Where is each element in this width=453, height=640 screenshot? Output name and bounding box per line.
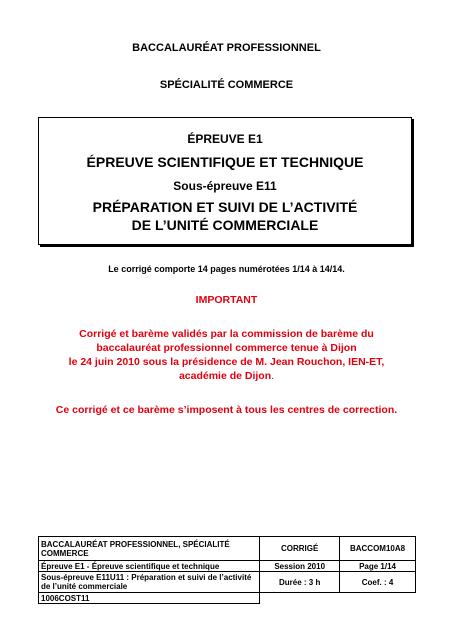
footer-session: Session 2010 bbox=[260, 561, 340, 572]
footer-epreuve: Épreuve E1 - Épreuve scientifique et technique bbox=[39, 561, 260, 572]
footer-table bbox=[38, 536, 416, 604]
footer-diploma: BACCALAURÉAT PROFESSIONNEL, SPÉCIALITÉ COMMERCE bbox=[39, 537, 260, 561]
sous-epreuve-title-line-2: DE L’UNITÉ COMMERCIALE bbox=[131, 217, 319, 233]
pages-note: Le corrigé comporte 14 pages numérotées 1/14 à 14/14. bbox=[108, 264, 345, 274]
header-line-2: SPÉCIALITÉ COMMERCE bbox=[159, 79, 294, 91]
footer-row-2 bbox=[39, 561, 416, 572]
footer-coef: Coef. : 4 bbox=[340, 572, 416, 593]
footer-page: Page 1/14 bbox=[340, 561, 416, 572]
footer-corrige: CORRIGÉ bbox=[260, 537, 340, 561]
imposent-note: Ce corrigé et ce barème s’imposent à tous les centres de correction. bbox=[55, 404, 398, 416]
important-line-2: baccalauréat professionnel commerce tenue à Dijon bbox=[96, 342, 357, 354]
epreuve-label: ÉPREUVE E1 bbox=[187, 132, 263, 146]
epreuve-title: ÉPREUVE SCIENTIFIQUE ET TECHNIQUE bbox=[86, 154, 364, 170]
sous-epreuve-label: Sous-épreuve E11 bbox=[173, 179, 277, 193]
important-line-3: le 24 juin 2010 sous la présidence de M. Jean Rouchon, IEN-ET, bbox=[68, 356, 385, 368]
important-line-1: Corrigé et barème validés par la commission de barème du bbox=[79, 328, 374, 340]
footer-sous-epreuve: Sous-épreuve E11U11 : Préparation et suivi de l’activité de l’unité commerciale bbox=[39, 572, 260, 593]
important-line-4-text: académie de Dijon bbox=[178, 370, 272, 382]
important-line-4-dot: . bbox=[271, 370, 275, 382]
important-heading: IMPORTANT bbox=[195, 294, 258, 306]
footer-row-4 bbox=[39, 593, 416, 604]
footer-row-3 bbox=[39, 572, 416, 593]
sous-epreuve-title-line-1: PRÉPARATION ET SUIVI DE L’ACTIVITÉ bbox=[92, 199, 358, 215]
important-line-4 bbox=[0, 369, 453, 383]
footer-code: BACCOM10A8 bbox=[340, 537, 416, 561]
title-box bbox=[38, 117, 412, 245]
header-line-1: BACCALAURÉAT PROFESSIONNEL bbox=[132, 42, 321, 54]
footer-ref: 1006COST11 bbox=[39, 593, 260, 604]
footer-row-1 bbox=[39, 537, 416, 561]
important-paragraph bbox=[0, 327, 453, 383]
footer-duree: Durée : 3 h bbox=[260, 572, 340, 593]
